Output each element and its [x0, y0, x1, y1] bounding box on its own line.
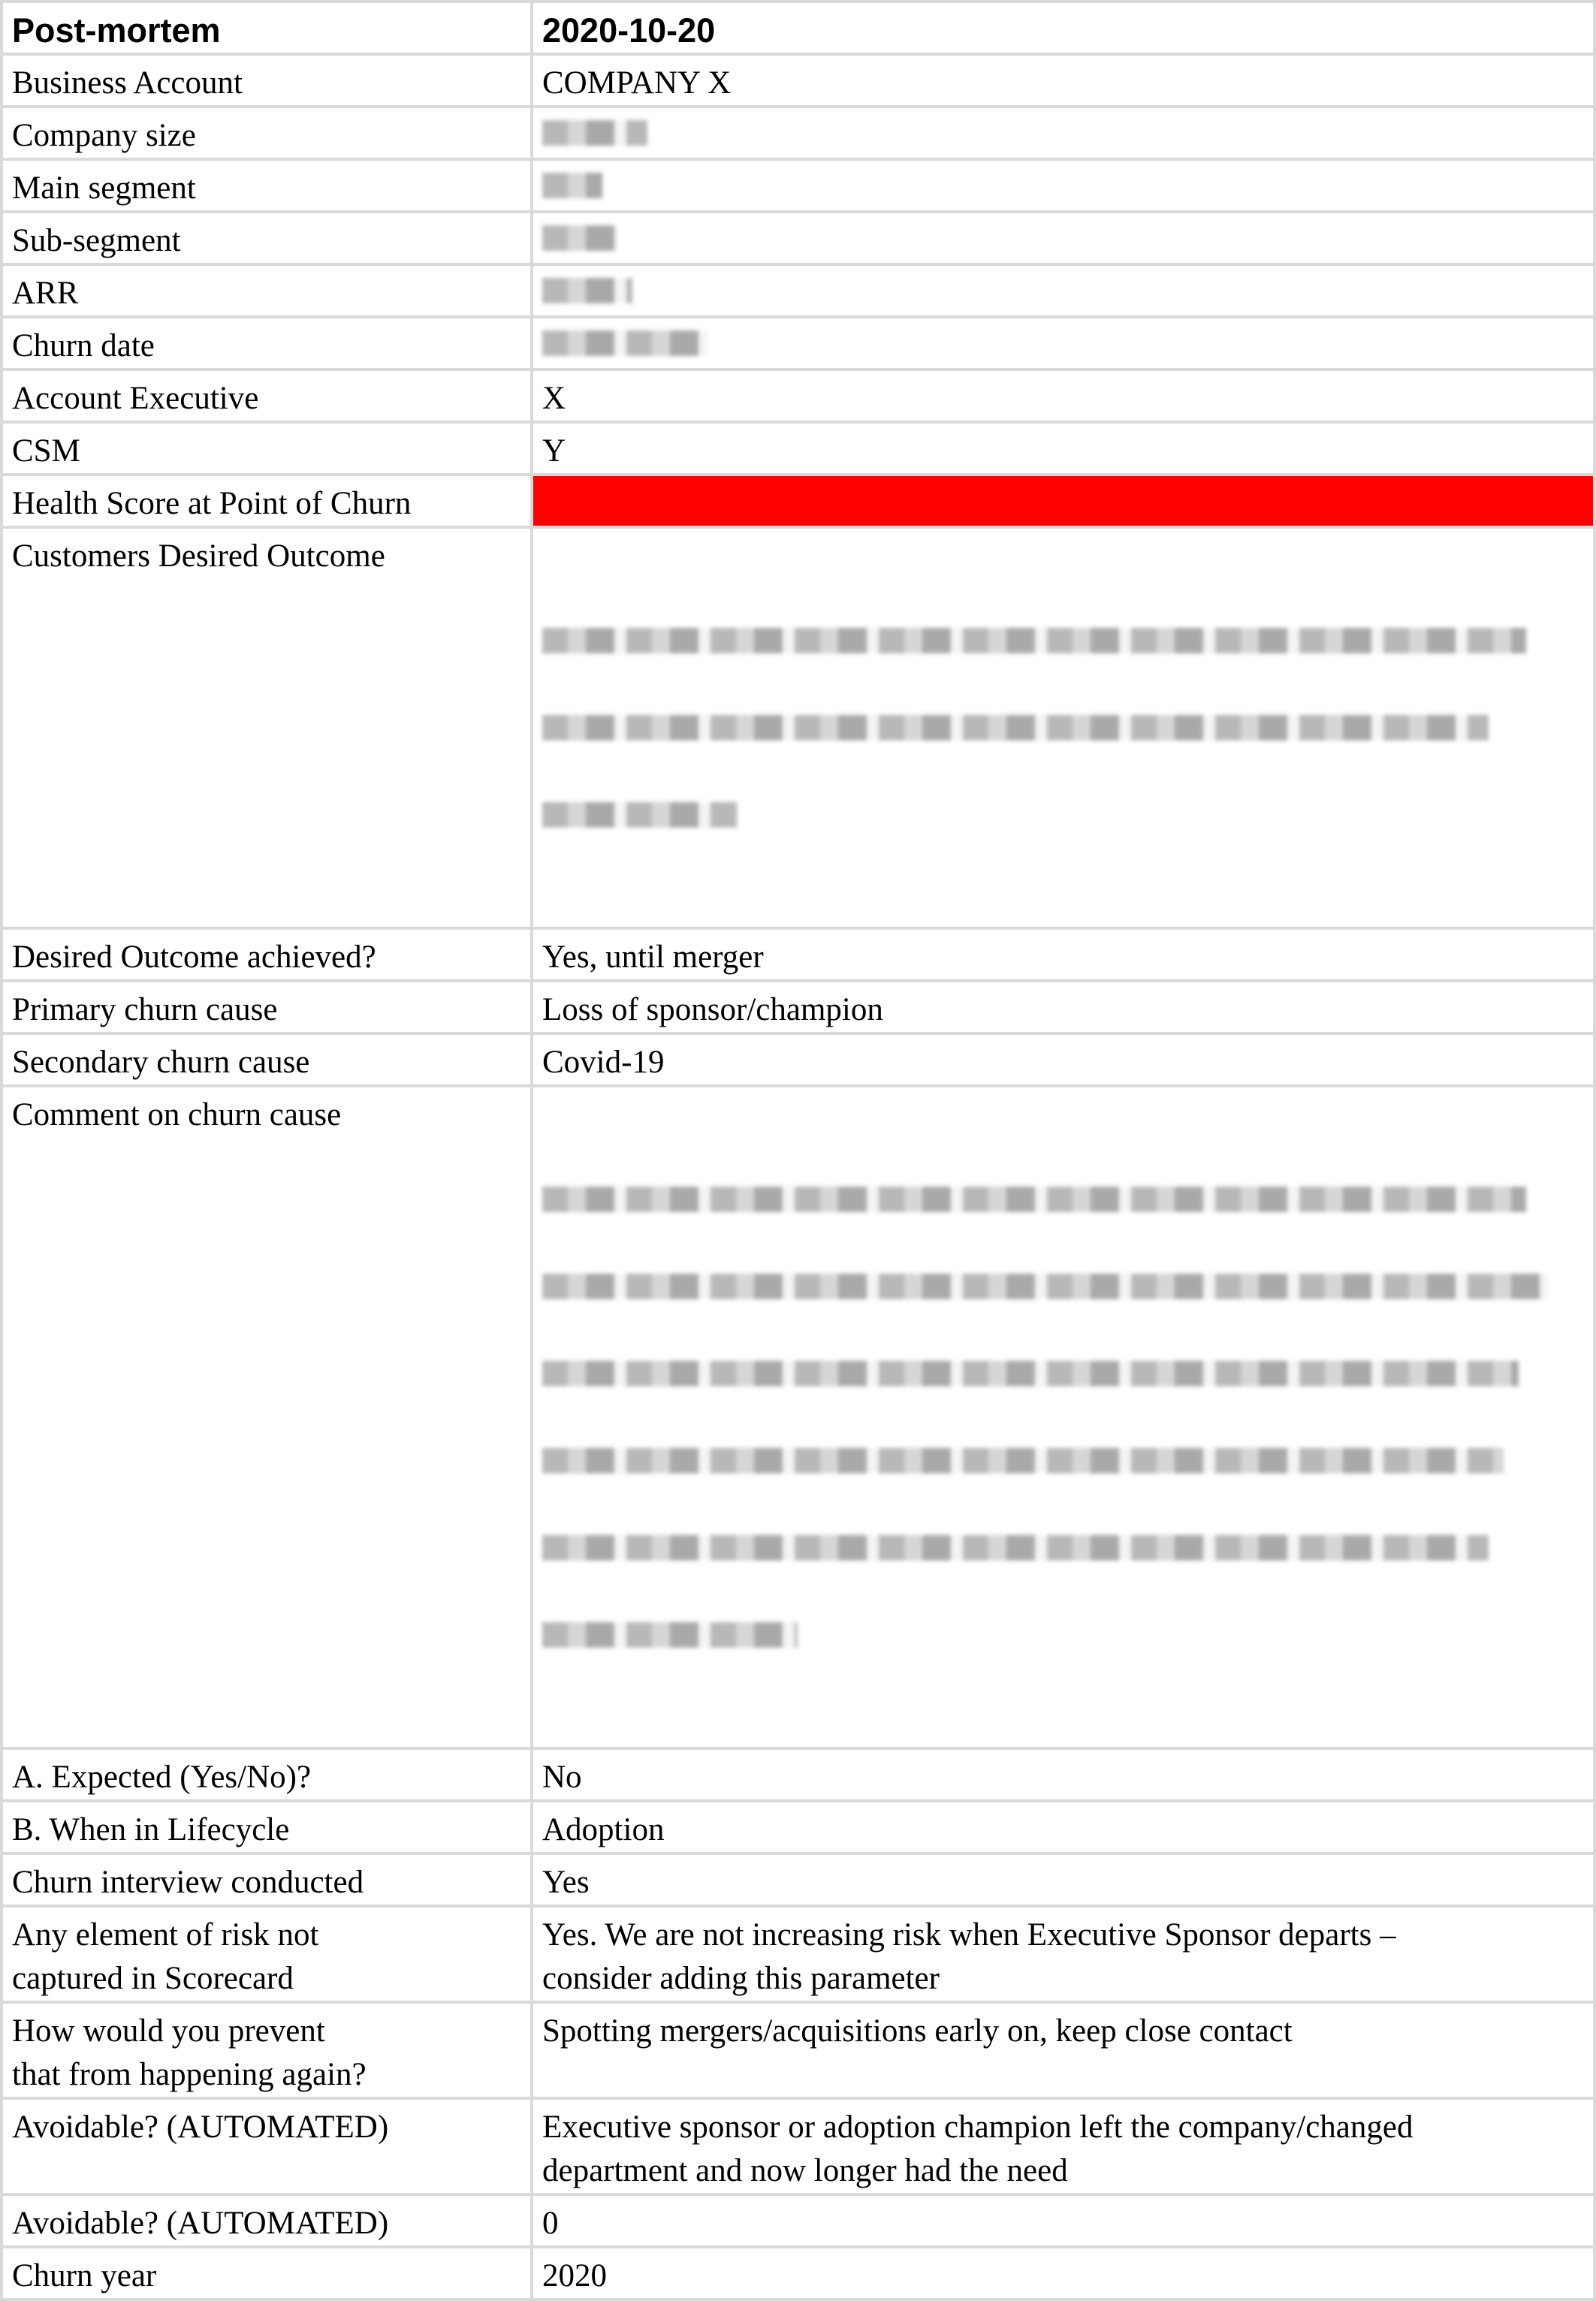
redacted-value	[532, 264, 1594, 317]
row-label: Primary churn cause	[2, 981, 532, 1033]
table-row	[2, 264, 1594, 317]
row-label: Churn year	[2, 2247, 532, 2299]
table-row	[2, 1853, 1594, 1906]
table-row	[2, 107, 1594, 159]
row-label: A. Expected (Yes/No)?	[2, 1748, 532, 1801]
table-row	[2, 2002, 1594, 2098]
table-row	[2, 1801, 1594, 1853]
row-label: Sub-segment	[2, 212, 532, 264]
header-label: Post-mortem	[2, 2, 532, 54]
table-row	[2, 1086, 1594, 1748]
row-label: Health Score at Point of Churn	[2, 475, 532, 527]
redacted-value	[532, 1086, 1594, 1748]
row-value: Y	[532, 422, 1594, 475]
row-value: Adoption	[532, 1801, 1594, 1853]
table-row	[2, 369, 1594, 422]
table-row	[2, 212, 1594, 264]
table-row	[2, 928, 1594, 981]
row-label: Churn interview conducted	[2, 1853, 532, 1906]
table-row	[2, 54, 1594, 107]
table-row	[2, 1906, 1594, 2002]
row-value: COMPANY X	[532, 54, 1594, 107]
health-score-indicator	[532, 475, 1594, 527]
row-value: X	[532, 369, 1594, 422]
redacted-value	[532, 317, 1594, 369]
row-label: Business Account	[2, 54, 532, 107]
row-label: Company size	[2, 107, 532, 159]
row-value: Executive sponsor or adoption champion left the company/changed department and now longer had the need	[532, 2098, 1594, 2194]
row-label: Desired Outcome achieved?	[2, 928, 532, 981]
redacted-value	[532, 107, 1594, 159]
row-value: 0	[532, 2194, 1594, 2247]
row-value: Loss of sponsor/champion	[532, 981, 1594, 1033]
redacted-value	[532, 159, 1594, 212]
row-label: Churn date	[2, 317, 532, 369]
row-label: How would you prevent that from happening again?	[2, 2002, 532, 2098]
table-row	[2, 317, 1594, 369]
row-label: Comment on churn cause	[2, 1086, 532, 1748]
table-row	[2, 1033, 1594, 1086]
header-date: 2020-10-20	[532, 2, 1594, 54]
row-value: Yes, until merger	[532, 928, 1594, 981]
table-row	[2, 1748, 1594, 1801]
table-row	[2, 2098, 1594, 2194]
row-label: Avoidable? (AUTOMATED)	[2, 2098, 532, 2194]
table-row	[2, 2247, 1594, 2299]
row-label: Avoidable? (AUTOMATED)	[2, 2194, 532, 2247]
row-label: B. When in Lifecycle	[2, 1801, 532, 1853]
redacted-value	[532, 527, 1594, 928]
table-row	[2, 422, 1594, 475]
table-row	[2, 159, 1594, 212]
row-label: Secondary churn cause	[2, 1033, 532, 1086]
table-header-row	[2, 2, 1594, 54]
row-value: Yes	[532, 1853, 1594, 1906]
row-label: Customers Desired Outcome	[2, 527, 532, 928]
row-label: ARR	[2, 264, 532, 317]
row-label: CSM	[2, 422, 532, 475]
redacted-value	[532, 212, 1594, 264]
row-value: Yes. We are not increasing risk when Executive Sponsor departs – consider adding this parameter	[532, 1906, 1594, 2002]
table-row	[2, 527, 1594, 928]
row-label: Account Executive	[2, 369, 532, 422]
table-row	[2, 2194, 1594, 2247]
row-label: Main segment	[2, 159, 532, 212]
row-value: No	[532, 1748, 1594, 1801]
row-label: Any element of risk not captured in Scorecard	[2, 1906, 532, 2002]
row-value: 2020	[532, 2247, 1594, 2299]
table-row	[2, 475, 1594, 527]
row-value: Covid-19	[532, 1033, 1594, 1086]
table-row	[2, 981, 1594, 1033]
row-value: Spotting mergers/acquisitions early on, keep close contact	[532, 2002, 1594, 2098]
